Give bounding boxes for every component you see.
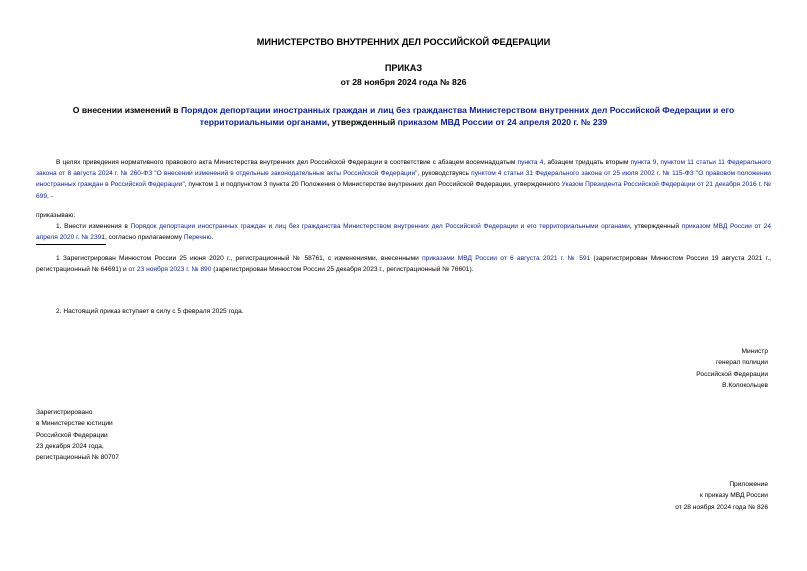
item-1-text-2: , утвержденный <box>629 223 682 230</box>
appendix-block <box>675 479 768 513</box>
item-1-text-1: 1. Внести изменения в <box>56 223 131 230</box>
item-1-footnote-mark: 1 <box>101 234 105 242</box>
ministry-title: МИНИСТЕРСТВО ВНУТРЕННИХ ДЕЛ РОССИЙСКОЙ ФЕДЕРАЦИИ <box>256 37 551 47</box>
preamble-text-6: , - <box>47 192 53 200</box>
item-1-link-order[interactable]: приказом МВД России от 24 апреля 2020 г. № 239 <box>36 223 771 242</box>
subject-middle: , утвержденный <box>327 117 398 127</box>
registration-line: Российской Федерации <box>36 431 108 439</box>
registration-line: Зарегистрировано <box>36 409 93 416</box>
appendix-line: Приложение <box>729 481 768 488</box>
footnote-link-order-591[interactable]: приказами МВД России от 6 августа 2021 г. № 591 <box>422 255 591 262</box>
registration-block <box>36 407 119 463</box>
item-1-link-procedure[interactable]: Порядок депортации иностранных граждан и лиц без гражданства Министерством внутренних дел Российской Федерации и его территориальными органами <box>130 223 630 230</box>
order-word: приказываю: <box>36 212 76 219</box>
preamble-link-law-115[interactable]: пунктом 4 статьи 31 Федерального закона от 25 июля 2002 г. № 115-ФЗ "О правовом положении иностранных граждан в Российской Федерации" <box>36 170 771 189</box>
preamble-link-point9[interactable]: пункта 9 <box>630 159 657 166</box>
preamble-text-2: , абзацем тридцать вторым <box>543 159 631 166</box>
registration-line: 23 декабря 2024 года, <box>36 442 104 450</box>
appendix-line: от 28 ноября 2024 года № 826 <box>675 503 768 511</box>
preamble-text-5: , пунктом 1 и подпунктом 3 пункта 20 Положения о Министерстве внутренних дел Российской Федерации, утвержденного <box>184 181 562 189</box>
footnote-link-order-890[interactable]: от 23 ноября 2023 г. № 890 <box>128 266 212 274</box>
registration-line: в Министерстве юстиции <box>36 420 113 428</box>
preamble-paragraph <box>36 157 771 202</box>
item-2-paragraph: 2. Настоящий приказ вступает в силу с 5 февраля 2025 года. <box>56 308 244 315</box>
document-subject <box>36 104 771 128</box>
preamble-text-1: В целях приведения нормативного правового акта Министерства внутренних дел Российской Федерации в соответствие с абзацем восемнадцатым <box>56 159 518 166</box>
document-type: ПРИКАЗ <box>384 63 423 73</box>
signature-line: Министр <box>741 348 768 355</box>
item-1-text-3: , согласно прилагаемому <box>104 234 184 242</box>
signature-line: В.Колокольцев <box>722 381 768 389</box>
footnote-divider <box>36 244 106 245</box>
preamble-link-law-260[interactable]: пунктом 11 статьи 11 Федерального закона от 8 августа 2024 г. № 260-ФЗ "О внесении изменений в отдельные законодательные акты Российской Федерации" <box>36 159 771 178</box>
registration-line: регистрационный № 80707 <box>36 454 119 462</box>
preamble-link-point4[interactable]: пункта 4 <box>517 159 544 166</box>
subject-link-procedure[interactable]: Порядок депортации иностранных граждан и лиц без гражданства Министерством внутренних дел Российской Федерации и его территориальными органами <box>180 105 735 127</box>
footnote-paragraph <box>36 253 771 275</box>
signature-block <box>696 346 768 391</box>
signature-line: генерал полиции <box>715 359 768 367</box>
preamble-text-3: , <box>656 159 661 166</box>
signature-line: Российской Федерации <box>696 370 768 378</box>
document-date-number: от 28 ноября 2024 года № 826 <box>340 77 467 87</box>
footnote-text-3: (зарегистрирован Минюстом России 25 декабря 2023 г., регистрационный № 76601). <box>211 266 474 274</box>
item-1-link-list[interactable]: Перечню <box>183 234 212 242</box>
subject-link-order[interactable]: приказом МВД России от 24 апреля 2020 г. № 239 <box>397 117 608 127</box>
preamble-link-decree-699[interactable]: Указом Президента Российской Федерации от 21 декабря 2016 г. № 699 <box>36 181 771 200</box>
item-1-paragraph <box>36 221 771 243</box>
preamble-text-4: , руководствуясь <box>417 170 472 178</box>
item-1-text-4: . <box>211 234 214 242</box>
subject-prefix: О внесении изменений в <box>72 105 181 115</box>
footnote-text-2: (зарегистрирован Минюстом России 19 августа 2021 г., регистрационный № 64691) и <box>36 255 771 274</box>
footnote-text-1: 1 Зарегистрирован Минюстом России 25 июня 2020 г., регистрационный № 58761, с изменениями, внесенными <box>56 255 423 262</box>
appendix-line: к приказу МВД России <box>699 492 768 500</box>
